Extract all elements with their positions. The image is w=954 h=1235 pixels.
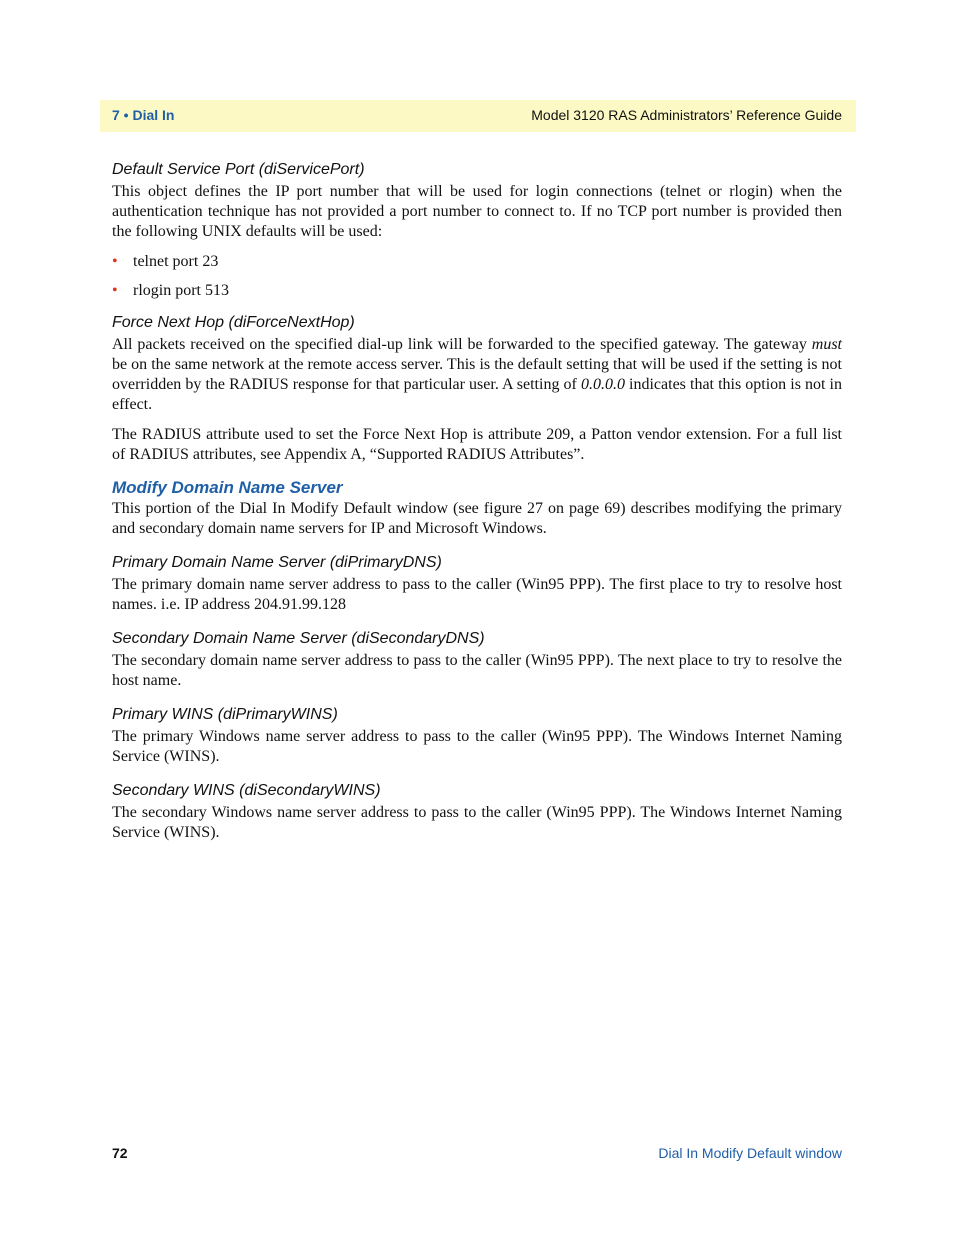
page-number: 72 [112,1145,128,1161]
list-item-text: rlogin port 513 [133,282,229,299]
para-primary-wins: The primary Windows name server address to pass to the caller (Win95 PPP). The Windows Internet Naming Service (WINS). [112,728,842,765]
section-primary-dns [112,553,842,615]
subhead-service-port: Default Service Port (diServicePort) [112,161,365,178]
section-service-port [112,160,842,301]
footer-section-name: Dial In Modify Default window [658,1145,842,1161]
section-secondary-dns [112,629,842,691]
section-secondary-wins [112,781,842,843]
page-header [100,100,856,132]
para-text: be on the same network at the remote access server. This is the default setting that will be used if the setting is not overridden by the RADIUS response for that particular user. A setting of [112,356,842,393]
emphasis-ip: 0.0.0.0 [580,376,625,393]
bullet-icon: • [112,282,118,299]
section-force-next-hop [112,313,842,465]
subhead-secondary-wins: Secondary WINS (diSecondaryWINS) [112,782,381,799]
para-modify-dns: This portion of the Dial In Modify Default window (see figure 27 on page 69) describes modifying the primary and secondary domain name servers for IP and Microsoft Windows. [112,500,842,537]
para-text: All packets received on the specified dial-up link will be forwarded to the specified gateway. The gateway [112,336,812,353]
subhead-secondary-dns: Secondary Domain Name Server (diSecondaryDNS) [112,630,485,647]
list-item-text: telnet port 23 [133,253,219,270]
section-modify-dns [112,477,842,539]
list-item [112,252,842,272]
section-primary-wins [112,705,842,767]
para-radius-attribute: The RADIUS attribute used to set the Force Next Hop is attribute 209, a Patton vendor extension. For a full list of RADIUS attributes, see Appendix A, “Supported RADIUS Attributes”. [112,426,842,463]
subhead-force-next-hop: Force Next Hop (diForceNextHop) [112,314,355,331]
para-secondary-wins: The secondary Windows name server address to pass to the caller (Win95 PPP). The Windows Internet Naming Service (WINS). [112,804,842,841]
page-content [112,160,842,853]
chapter-label: 7 • Dial In [112,107,175,123]
list-item [112,281,842,301]
para-force-next-hop [112,335,842,415]
para-text: indicates that this option is not in effect. [112,376,842,413]
subhead-primary-wins: Primary WINS (diPrimaryWINS) [112,706,338,723]
guide-title: Model 3120 RAS Administrators’ Reference Guide [531,107,842,123]
default-ports-list [112,252,842,301]
para-service-port: This object defines the IP port number that will be used for login connections (telnet or rlogin) when the authentication technique has not provided a port number to connect to. If no TCP port number is provided then the following UNIX defaults will be used: [112,183,842,240]
emphasis-must: must [811,336,842,353]
para-primary-dns: The primary domain name server address to pass to the caller (Win95 PPP). The first place to try to resolve host names. i.e. IP address 204.91.99.128 [112,576,842,613]
section-heading: Modify Domain Name Server [112,478,343,497]
bullet-icon: • [112,253,118,270]
para-secondary-dns: The secondary domain name server address to pass to the caller (Win95 PPP). The next place to try to resolve the host name. [112,652,842,689]
subhead-primary-dns: Primary Domain Name Server (diPrimaryDNS) [112,554,442,571]
